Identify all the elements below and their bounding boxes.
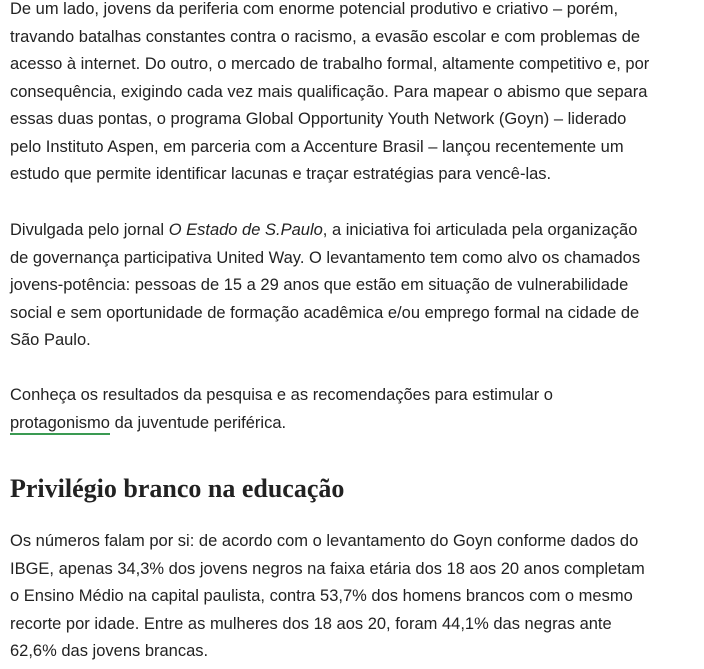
text-line: Conheça os resultados da pesquisa e as recomendações para estimular o — [10, 386, 553, 404]
text-line: pelo Instituto Aspen, em parceria com a Accenture Brasil – lançou recentemente um — [10, 137, 624, 156]
text-line: essas duas pontas, o programa Global Opportunity Youth Network (Goyn) – liderado — [10, 110, 627, 128]
text-line: recorte por idade. Entre as mulheres dos 18 aos 20, foram 44,1% das negras ante — [10, 614, 612, 633]
text-line: o Ensino Médio na capital paulista, contra 53,7% dos homens brancos com o mesmo — [10, 587, 633, 605]
section-heading: Privilégio branco na educação — [10, 474, 345, 503]
text-line — [10, 217, 640, 245]
paragraph-results — [10, 382, 553, 437]
text-line — [10, 410, 553, 438]
text-line: acesso à internet. Do outro, o mercado de trabalho formal, altamente competitivo e, por — [10, 55, 650, 73]
text-line: social e sem oportunidade de formação acadêmica e/ou emprego formal na cidade de — [10, 303, 640, 322]
text-line: estudo que permite identificar lacunas e traçar estratégias para vencê-las. — [10, 165, 552, 183]
protagonismo-link[interactable]: protagonismo — [10, 414, 110, 435]
text-line: consequência, exigindo cada vez mais qualificação. Para mapear o abismo que separa — [10, 82, 648, 101]
paragraph-intro — [10, 0, 649, 189]
text-line: travando batalhas constantes contra o racismo, a evasão escolar e com problemas de — [10, 27, 641, 46]
text-line: 62,6% das jovens brancas. — [10, 642, 209, 660]
text-line: De um lado, jovens da periferia com enorme potencial produtivo e criativo – porém, — [10, 0, 619, 18]
paragraph-study — [10, 217, 640, 355]
text-fragment: da juventude periférica. — [109, 413, 287, 432]
newspaper-name: O Estado de S.Paulo — [168, 221, 323, 239]
text-fragment: , a iniciativa foi articulada pela organização — [322, 221, 638, 239]
text-line: Os números falam por si: de acordo com o levantamento do Goyn conforme dados do — [10, 532, 639, 550]
text-line: de governança participativa United Way. O levantamento tem como alvo os chamados — [10, 248, 641, 267]
text-line: jovens-potência: pessoas de 15 a 29 anos que estão em situação de vulnerabilidade — [10, 276, 629, 294]
text-line: São Paulo. — [10, 331, 91, 349]
text-fragment: Divulgada pelo jornal — [10, 221, 169, 239]
text-line: IBGE, apenas 34,3% dos jovens negros na faixa etária dos 18 aos 20 anos completam — [10, 559, 645, 578]
paragraph-statistics — [10, 528, 645, 666]
